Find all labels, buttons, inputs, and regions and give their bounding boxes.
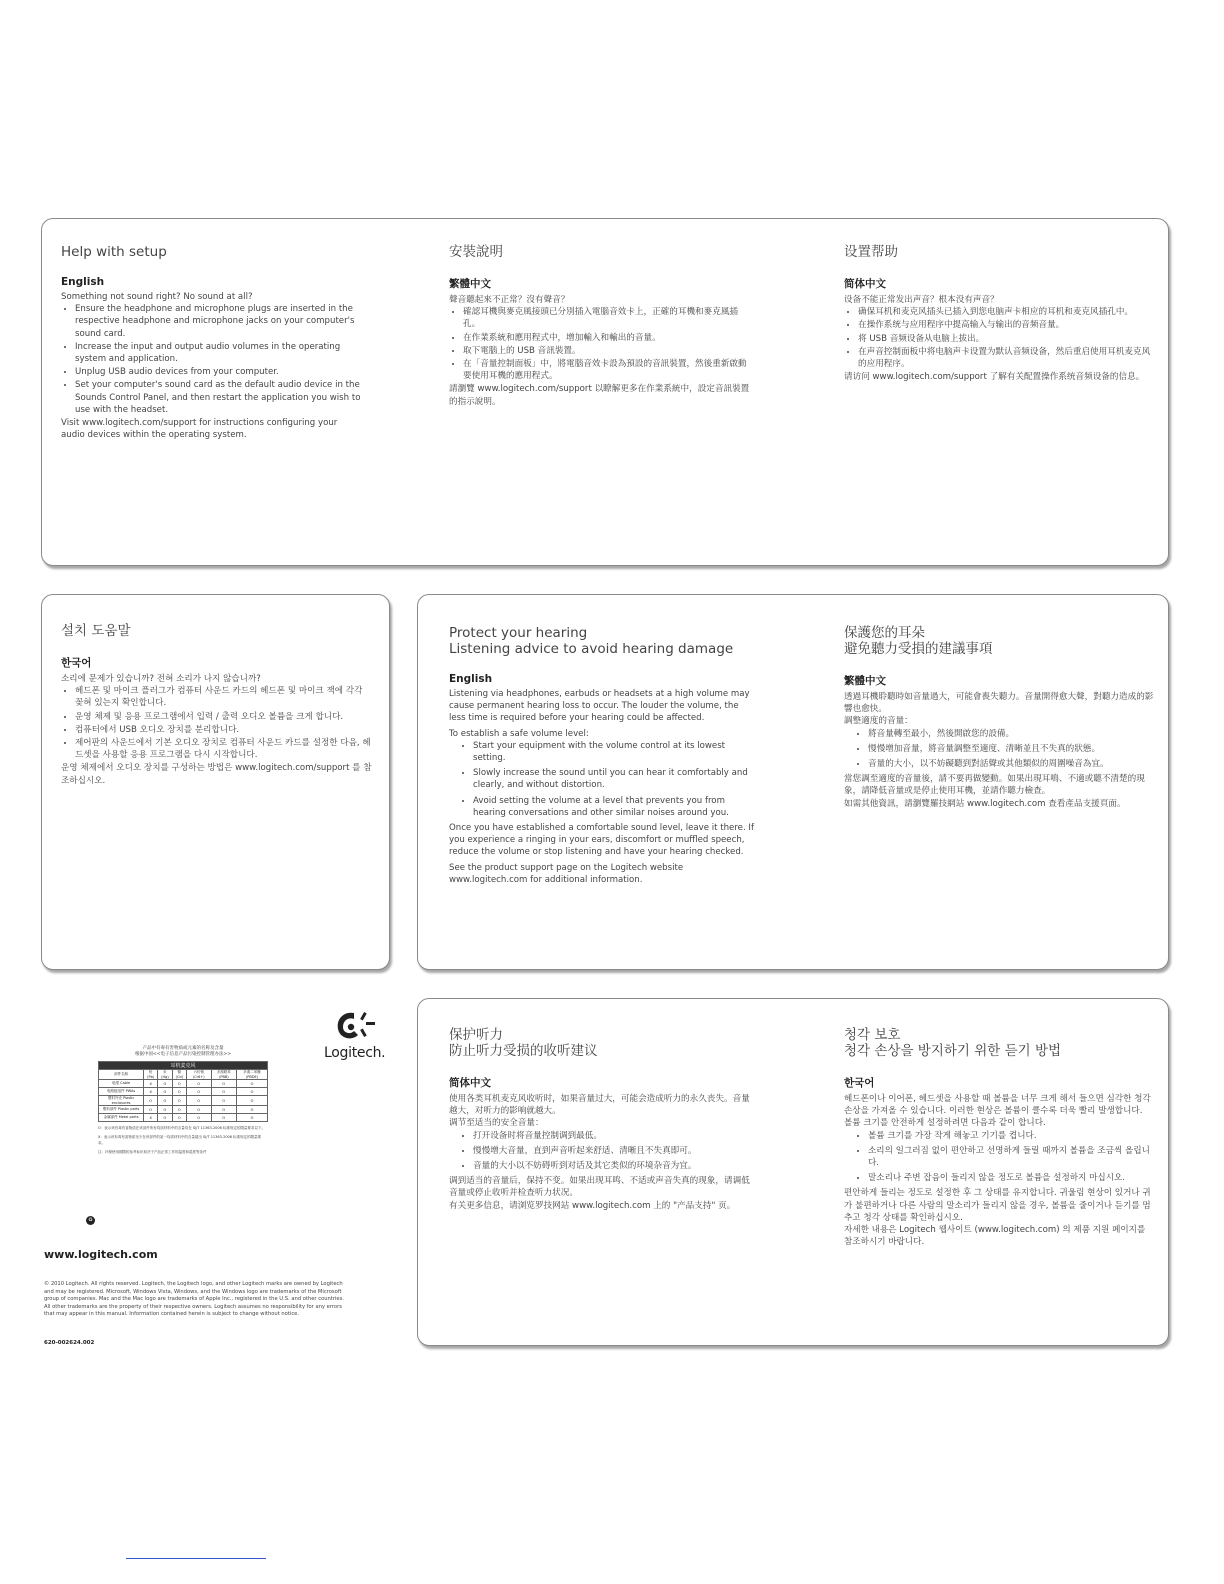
table-cell: O: [237, 1080, 268, 1088]
table-cell: X: [144, 1088, 158, 1096]
table-cell: O: [172, 1114, 186, 1122]
table-cell: X: [144, 1114, 158, 1122]
table-cell: O: [237, 1088, 268, 1096]
table-cell: O: [211, 1088, 236, 1096]
list-item: • 將音量轉至最小，然後開啟您的設備。: [868, 728, 1154, 740]
paragraph: 如需其他資訊，請瀏覽羅技網站 www.logitech.com 查看產品支援頁面。: [844, 798, 1126, 809]
section-title: Help with setup: [61, 244, 167, 260]
table-cell: O: [158, 1096, 173, 1106]
instruction-list: [61, 303, 361, 416]
instruction-list: [844, 728, 1154, 771]
hearing-simplified-chinese: [449, 1027, 755, 1212]
table-row: [99, 1080, 268, 1088]
table-cell: O: [186, 1114, 211, 1122]
list-item: • Set your computer's sound card as the default audio device in the Sounds Control Panel, and then restart the application you wish to use with the headset.: [75, 379, 361, 416]
table-cell: O: [144, 1106, 158, 1114]
table-header-cell: 六价铬 (Cr6+): [186, 1070, 211, 1080]
title-line-2: 避免聽力受損的建議事項: [844, 641, 993, 657]
section-title: [449, 625, 755, 657]
list-item: • 在作業系統和應用程式中，增加輸入和輸出的音量。: [463, 332, 755, 344]
rohs-table: [98, 1061, 268, 1122]
intro-text: 聲音聽起來不正常？沒有聲音？: [449, 295, 570, 305]
table-cell: O: [172, 1088, 186, 1096]
list-item: • 컴퓨터에서 USB 오디오 장치를 분리합니다.: [75, 724, 373, 736]
language-heading: 繁體中文: [844, 675, 886, 687]
list-item: • 取下電腦上的 USB 音訊裝置。: [463, 345, 755, 357]
instruction-list: [449, 1130, 755, 1173]
list-item: • 将 USB 音频设备从电脑上拔出。: [858, 333, 1154, 345]
language-heading: English: [449, 673, 493, 685]
setup-korean: [61, 623, 373, 787]
table-cell: O: [158, 1114, 173, 1122]
list-item: • Avoid setting the volume at a level that prevents you from hearing conversations and other similar noises around you.: [473, 795, 755, 819]
list-item: • Start your equipment with the volume control at its lowest setting.: [473, 740, 755, 764]
rohs-caption: 产品中有毒有害物质或元素的名称及含量: [142, 1046, 224, 1051]
paragraph: See the product support page on the Logitech website www.logitech.com for additional information.: [449, 862, 684, 885]
table-cell: O: [186, 1096, 211, 1106]
table-cell: 金属部件 Metal parts: [99, 1114, 144, 1122]
table-cell: O: [172, 1106, 186, 1114]
list-item: • 确保耳机和麦克风插头已插入到您电脑声卡相应的耳机和麦克风插孔中。: [858, 306, 1154, 318]
list-item: • 在声音控制面板中将电脑声卡设置为默认音频设备，然后重启使用耳机麦克风的应用程序。: [858, 346, 1154, 370]
logitech-wordmark: Logitech.: [324, 1045, 386, 1061]
outro-text: 운영 체제에서 오디오 장치를 구성하는 방법은 www.logitech.com/support 를 참조하십시오.: [61, 763, 372, 786]
language-heading: 简体中文: [449, 1077, 491, 1089]
paragraph: 편안하게 들리는 정도로 설정한 후 그 상태를 유지합니다. 귀울림 현상이 있거나 귀가 불편하거나 다른 사람의 말소리가 들리지 않을 경우, 볼륨을 줄이거나 듣기를 멈추고 청각 상태를 확인하십시오.: [844, 1188, 1151, 1223]
hearing-korean: [844, 1027, 1154, 1248]
setup-english: [61, 244, 361, 441]
table-cell: O: [158, 1080, 173, 1088]
setup-traditional-chinese: [449, 244, 755, 408]
table-row: [99, 1106, 268, 1114]
instruction-list: [844, 306, 1154, 370]
hearing-traditional-chinese: [844, 625, 1154, 810]
instruction-list: [61, 685, 373, 761]
table-cell: O: [237, 1096, 268, 1106]
paragraph: Listening via headphones, earbuds or headsets at a high volume may cause permanent hearing loss to occur. The louder the volume, the less time is required before your hearing could be affected.: [449, 689, 750, 724]
paragraph: 调到适当的音量后，保持不变。如果出现耳鸣、不适或声音失真的现象，请调低音量或停止收听并检查听力状况。: [449, 1176, 750, 1199]
intro-text: Something not sound right? No sound at all?: [61, 292, 253, 302]
table-cell: O: [144, 1096, 158, 1106]
list-item: • 慢慢增大音量，直到声音听起来舒适、清晰且不失真即可。: [473, 1145, 755, 1157]
language-heading: 简体中文: [844, 278, 886, 290]
list-item: • 打开设备时将音量控制调到最低。: [473, 1130, 755, 1142]
table-cell: O: [211, 1096, 236, 1106]
rohs-note: 注：环保使用期限的参考标识取决于产品正常工作的温度和湿度等条件: [98, 1150, 207, 1154]
hearing-english: [449, 625, 755, 886]
title-line-2: 청각 손상을 방지하기 위한 듣기 방법: [844, 1043, 1062, 1059]
table-header-cell: 汞 (Hg): [158, 1070, 173, 1080]
title-line-2: 防止听力受损的收听建议: [449, 1043, 598, 1059]
outro-text: 請瀏覽 www.logitech.com/support 以瞭解更多在作業系統中，設定音訊裝置的指示說明。: [449, 384, 750, 407]
footer-rule: [126, 1558, 266, 1559]
title-line-1: 保护听力: [449, 1027, 503, 1043]
list-item: • Slowly increase the sound until you can hear it comfortably and clearly, and without distortion.: [473, 767, 755, 791]
rohs-note: X：表示该有毒有害物质至少在该部件的某一均质材料中的含量超出 SJ/T 11363-2006 标准规定的限量要求。: [98, 1135, 262, 1145]
table-cell: 电缆 Cable: [99, 1080, 144, 1088]
section-title: [844, 1027, 1154, 1059]
language-heading: 한국어: [844, 1077, 875, 1089]
table-header-cell: 多溴联苯 (PBB): [211, 1070, 236, 1080]
list-item: • 音量的大小以不妨碍听到对话及其它类似的环境杂音为宜。: [473, 1160, 755, 1172]
table-header-cell: 铅 (Pb): [144, 1070, 158, 1080]
intro-text: 设备不能正常发出声音？根本没有声音？: [844, 295, 999, 305]
table-header-cell: 部件名称: [99, 1070, 144, 1080]
language-heading: English: [61, 276, 105, 288]
list-item: • Unplug USB audio devices from your computer.: [75, 366, 361, 378]
list-item: • Increase the input and output audio volumes in the operating system and application.: [75, 341, 361, 365]
language-heading: 한국어: [61, 657, 92, 669]
outro-text: Visit www.logitech.com/support for instructions configuring your audio devices within the operating system.: [61, 418, 338, 441]
paragraph: 헤드폰이나 이어폰, 헤드셋을 사용할 때 볼륨을 너무 크게 해서 들으면 심각한 청각 손상을 가져올 수 있습니다. 이러한 현상은 볼륨이 클수록 더욱 빨리 발생합니다.: [844, 1094, 1151, 1117]
table-header-cell: 镉 (Cd): [172, 1070, 186, 1080]
list-item: • 確認耳機與麥克風接頭已分別插入電腦音效卡上，正確的耳機和麥克風插孔。: [463, 306, 755, 330]
logitech-logo-icon: [332, 1007, 380, 1043]
instruction-list: [449, 740, 755, 819]
table-cell: O: [186, 1088, 211, 1096]
table-cell: O: [158, 1106, 173, 1114]
table-cell: 电路板组件 PWAs: [99, 1088, 144, 1096]
title-line-2: Listening advice to avoid hearing damage: [449, 641, 734, 657]
table-cell: O: [237, 1114, 268, 1122]
list-item: • 慢慢增加音量，將音量調整至適度、清晰並且不失真的狀態。: [868, 743, 1154, 755]
table-row: [99, 1114, 268, 1122]
list-item: • Ensure the headphone and microphone plugs are inserted in the respective headphone and microphone jacks on your computer's sound card.: [75, 303, 361, 340]
list-item: • 소리의 일그러짐 없이 편안하고 선명하게 들릴 때까지 볼륨을 조금씩 올립니다.: [868, 1145, 1154, 1169]
recycle-icon: ♻: [86, 1216, 95, 1225]
title-line-1: Protect your hearing: [449, 625, 588, 641]
paragraph: 자세한 내용은 Logitech 웹사이트 (www.logitech.com) 의 제품 지원 페이지를 참조하시기 바랍니다.: [844, 1225, 1146, 1248]
intro-text: 소리에 문제가 있습니까? 전혀 소리가 나지 않습니까?: [61, 674, 261, 684]
setup-simplified-chinese: [844, 244, 1154, 383]
paragraph: 调节至适当的安全音量：: [449, 1118, 544, 1129]
outro-text: 请访问 www.logitech.com/support 了解有关配置操作系统音频设备的信息。: [844, 372, 1145, 383]
language-heading: 繁體中文: [449, 278, 491, 290]
list-item: • 볼륨 크기를 가장 작게 해놓고 기기를 켭니다.: [868, 1130, 1154, 1142]
rohs-title: 耳机麦克风: [99, 1062, 268, 1070]
title-line-1: 保護您的耳朵: [844, 625, 925, 641]
title-line-1: 청각 보호: [844, 1027, 901, 1043]
section-title: [449, 1027, 755, 1059]
list-item: • 말소리나 주변 잡음이 들리지 않을 정도로 볼륨을 설정하지 마십시오.: [868, 1172, 1154, 1184]
rohs-note: O：表示该有毒有害物质在该部件所有均质材料中的含量均在 SJ/T 11363-2006 标准规定的限量要求以下。: [98, 1126, 265, 1130]
table-cell: O: [172, 1096, 186, 1106]
paragraph: 當您調至適度的音量後，請不要再做變動。如果出現耳鳴、不適或聽不清楚的現象，請降低音量或是停止使用耳機，並請作聽力檢查。: [844, 774, 1145, 797]
table-cell: 塑料部件 Plastic parts: [99, 1106, 144, 1114]
section-title: 安裝說明: [449, 244, 503, 260]
section-title: 설치 도움말: [61, 623, 131, 639]
list-item: • 音量的大小，以不妨礙聽到對話聲或其他類似的周圍噪音為宜。: [868, 758, 1154, 770]
rohs-table-block: [98, 1046, 268, 1155]
paragraph: Once you have established a comfortable sound level, leave it there. If you experience a ringing in your ears, discomfort or muffled speech, reduce the volume or stop listening and have your hearing checked.: [449, 823, 754, 858]
table-row: [99, 1096, 268, 1106]
table-header-cell: 多溴二苯醚 (PBDE): [237, 1070, 268, 1080]
table-cell: O: [211, 1106, 236, 1114]
table-cell: O: [158, 1088, 173, 1096]
table-cell: 塑料外壳 Plastic enclosures: [99, 1096, 144, 1106]
list-item: • 在「音量控制面板」中，將電腦音效卡設為預設的音訊裝置，然後重新啟動要使用耳機的應用程式。: [463, 358, 755, 382]
rohs-body: [99, 1080, 268, 1122]
table-cell: O: [211, 1080, 236, 1088]
table-row: [99, 1088, 268, 1096]
list-item: • 在操作系统与应用程序中提高输入与输出的音频音量。: [858, 319, 1154, 331]
paragraph: To establish a safe volume level:: [449, 728, 589, 739]
list-item: • 운영 체제 및 응용 프로그램에서 입력 / 출력 오디오 볼륨을 크게 합니다.: [75, 711, 373, 723]
paragraph: 透過耳機聆聽時如音量過大，可能會喪失聽力。音量開得愈大聲，對聽力造成的影響也愈快。: [844, 692, 1154, 715]
table-header-row: [99, 1070, 268, 1080]
paragraph: 調整適度的音量：: [844, 716, 913, 727]
table-cell: O: [211, 1114, 236, 1122]
paragraph: 有关更多信息，请浏览罗技网站 www.logitech.com 上的 "产品支持" 页。: [449, 1200, 736, 1211]
table-cell: O: [186, 1080, 211, 1088]
list-item: • 제어판의 사운드에서 기본 오디오 장치로 컴퓨터 사운드 카드를 설정한 다음, 헤드셋을 사용할 응용 프로그램을 다시 시작합니다.: [75, 737, 373, 761]
paragraph: 볼륨 크기를 안전하게 설정하려면 다음과 같이 합니다.: [844, 1118, 1046, 1129]
table-cell: X: [144, 1080, 158, 1088]
section-title: [844, 625, 1154, 657]
table-cell: O: [237, 1106, 268, 1114]
legal-notice: © 2010 Logitech. All rights reserved. Logitech, the Logitech logo, and other Logitech marks are owned by Logitech and may be registered. Microsoft, Windows Vista, Windows, and the Windows logo are trademarks of the Microsoft group of companies. Mac and the Mac logo are trademarks of Apple Inc., registered in the U.S. and other countries. All other trademarks are the property of their respective owners. Logitech assumes no responsibility for any errors that may appear in this manual. Information contained herein is subject to change without notice.: [44, 1281, 344, 1318]
list-item: • 헤드폰 및 마이크 플러그가 컴퓨터 사운드 카드의 헤드폰 및 마이크 잭에 각각 꽂혀 있는지 확인합니다.: [75, 685, 373, 709]
rohs-caption: 根据中国<<电子信息产品污染控制管理办法>>: [134, 1052, 232, 1057]
section-title: 设置帮助: [844, 244, 898, 260]
website-link[interactable]: www.logitech.com: [44, 1248, 158, 1261]
paragraph: 使用各类耳机麦克风收听时，如果音量过大，可能会造成听力的永久丧失。音量越大，对听力的影响就越大。: [449, 1094, 750, 1117]
part-number: 620-002624.002: [44, 1340, 95, 1346]
instruction-list: [844, 1130, 1154, 1185]
instruction-list: [449, 306, 755, 382]
table-cell: O: [172, 1080, 186, 1088]
table-cell: O: [186, 1106, 211, 1114]
